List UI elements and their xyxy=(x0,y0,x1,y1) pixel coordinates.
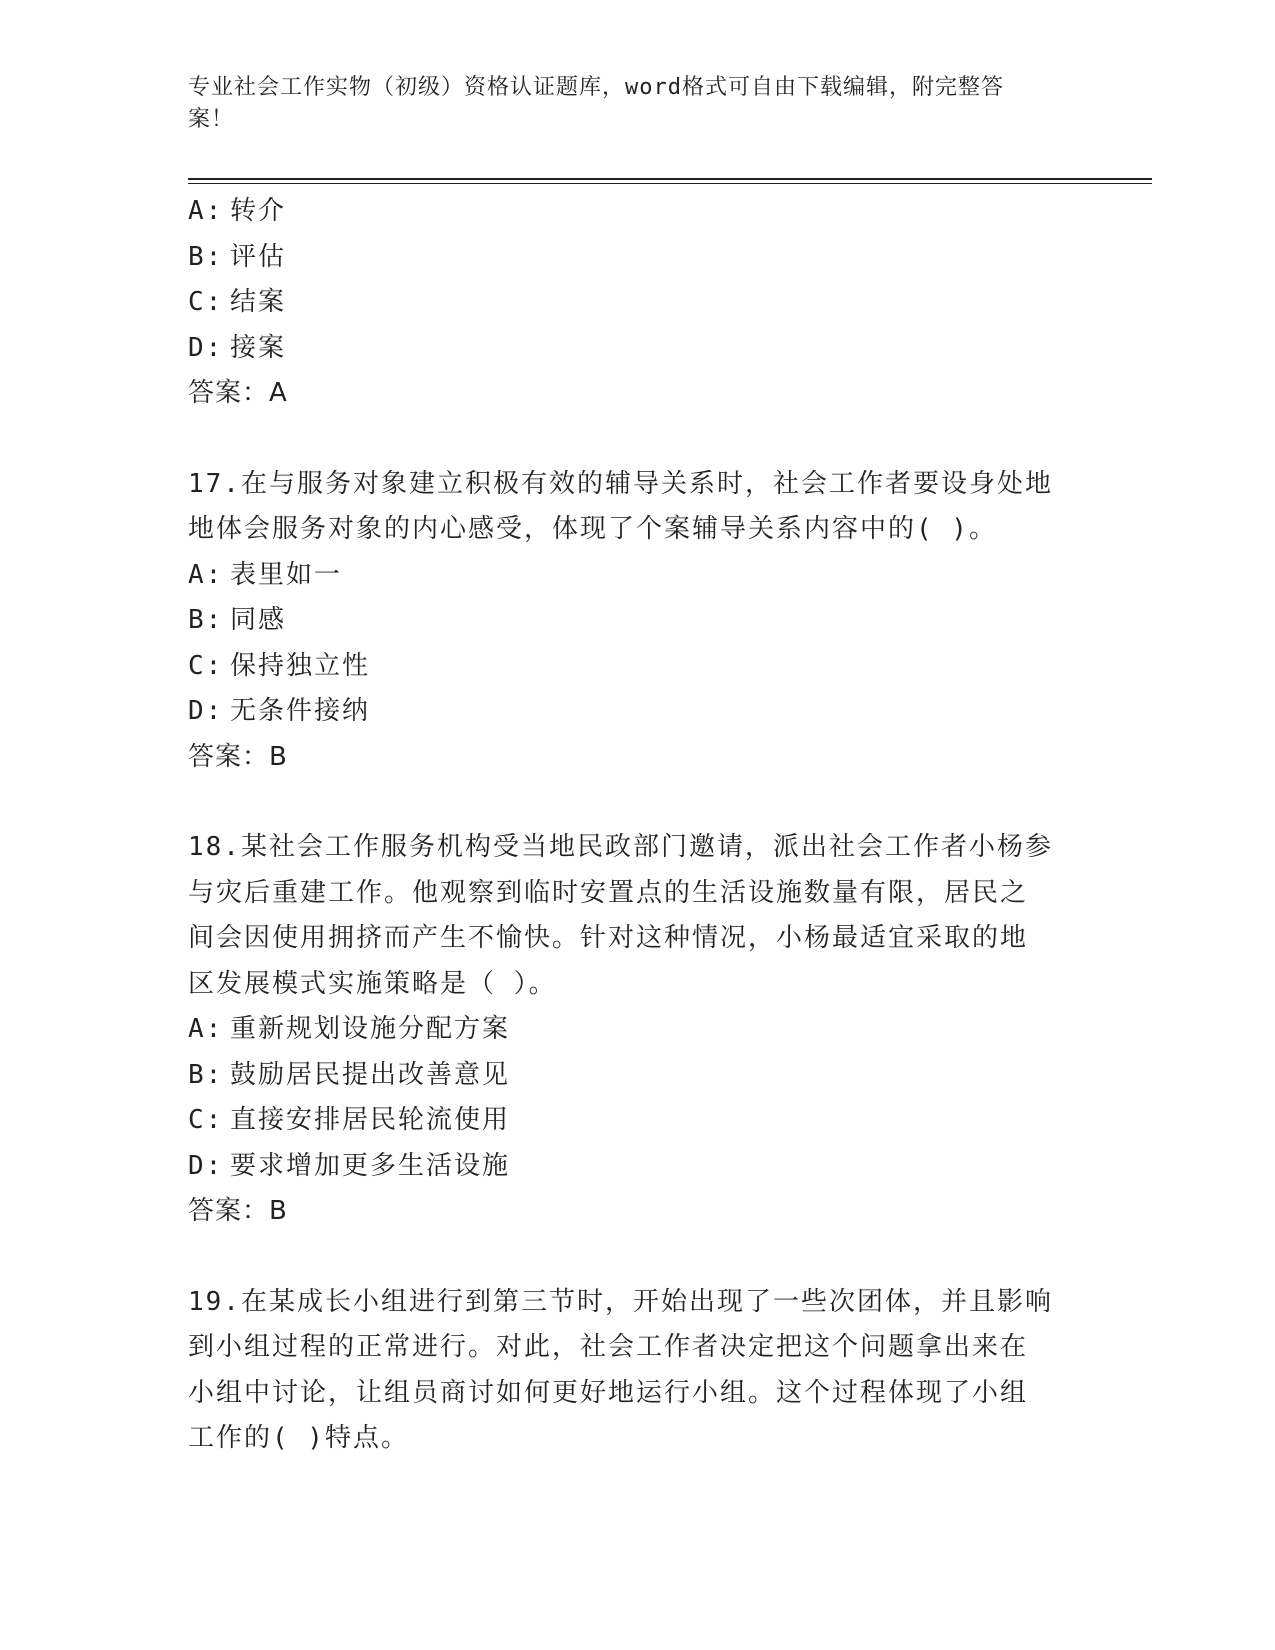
option-b: B: 同感 xyxy=(188,605,287,635)
question-text-line: 18.某社会工作服务机构受当地民政部门邀请，派出社会工作者小杨参 xyxy=(188,832,1053,862)
option-b: B: 鼓励居民提出改善意见 xyxy=(188,1059,511,1090)
option-a: A: 表里如一 xyxy=(188,559,343,590)
question-text-line: 17.在与服务对象建立积极有效的辅导关系时，社会工作者要设身处地 xyxy=(188,468,1053,499)
option-b: B: 评估 xyxy=(188,241,287,272)
answer: 答案：A xyxy=(188,378,288,408)
question-text-line: 区发展模式实施策略是（ ）。 xyxy=(188,968,557,999)
answer: 答案：B xyxy=(188,741,288,772)
question-text-line: 工作的( )特点。 xyxy=(188,1423,409,1453)
option-c: C: 保持独立性 xyxy=(188,650,371,681)
question-text-line: 与灾后重建工作。他观察到临时安置点的生活设施数量有限，居民之 xyxy=(188,877,1029,908)
option-a: A: 转介 xyxy=(188,196,287,226)
option-d: D: 无条件接纳 xyxy=(188,696,371,726)
answer: 答案：B xyxy=(188,1196,288,1226)
question-18 xyxy=(188,825,1088,1235)
header-line: 专业社会工作实物（初级）资格认证题库，word格式可自由下载编辑，附完整答 xyxy=(188,75,1004,100)
option-d: D: 要求增加更多生活设施 xyxy=(188,1150,511,1181)
question-text-line: 间会因使用拥挤而产生不愉快。针对这种情况，小杨最适宜采取的地 xyxy=(188,923,1029,953)
question-text-line: 小组中讨论，让组员商讨如何更好地运行小组。这个过程体现了小组 xyxy=(188,1377,1029,1408)
header-divider-thin xyxy=(188,183,1152,184)
question-16-options xyxy=(188,189,1088,417)
question-content xyxy=(188,189,1088,1462)
question-19 xyxy=(188,1280,1088,1462)
option-c: C: 结案 xyxy=(188,287,287,317)
question-text-line: 地体会服务对象的内心感受，体现了个案辅导关系内容中的( )。 xyxy=(188,514,997,544)
document-header xyxy=(188,72,1068,136)
header-divider xyxy=(188,178,1152,180)
option-d: D: 接案 xyxy=(188,332,287,363)
option-c: C: 直接安排居民轮流使用 xyxy=(188,1105,511,1135)
header-line: 案！ xyxy=(188,107,235,132)
option-a: A: 重新规划设施分配方案 xyxy=(188,1014,511,1044)
question-17 xyxy=(188,462,1088,781)
question-text-line: 19.在某成长小组进行到第三节时，开始出现了一些次团体，并且影响 xyxy=(188,1286,1053,1317)
question-text-line: 到小组过程的正常进行。对此，社会工作者决定把这个问题拿出来在 xyxy=(188,1332,1029,1362)
